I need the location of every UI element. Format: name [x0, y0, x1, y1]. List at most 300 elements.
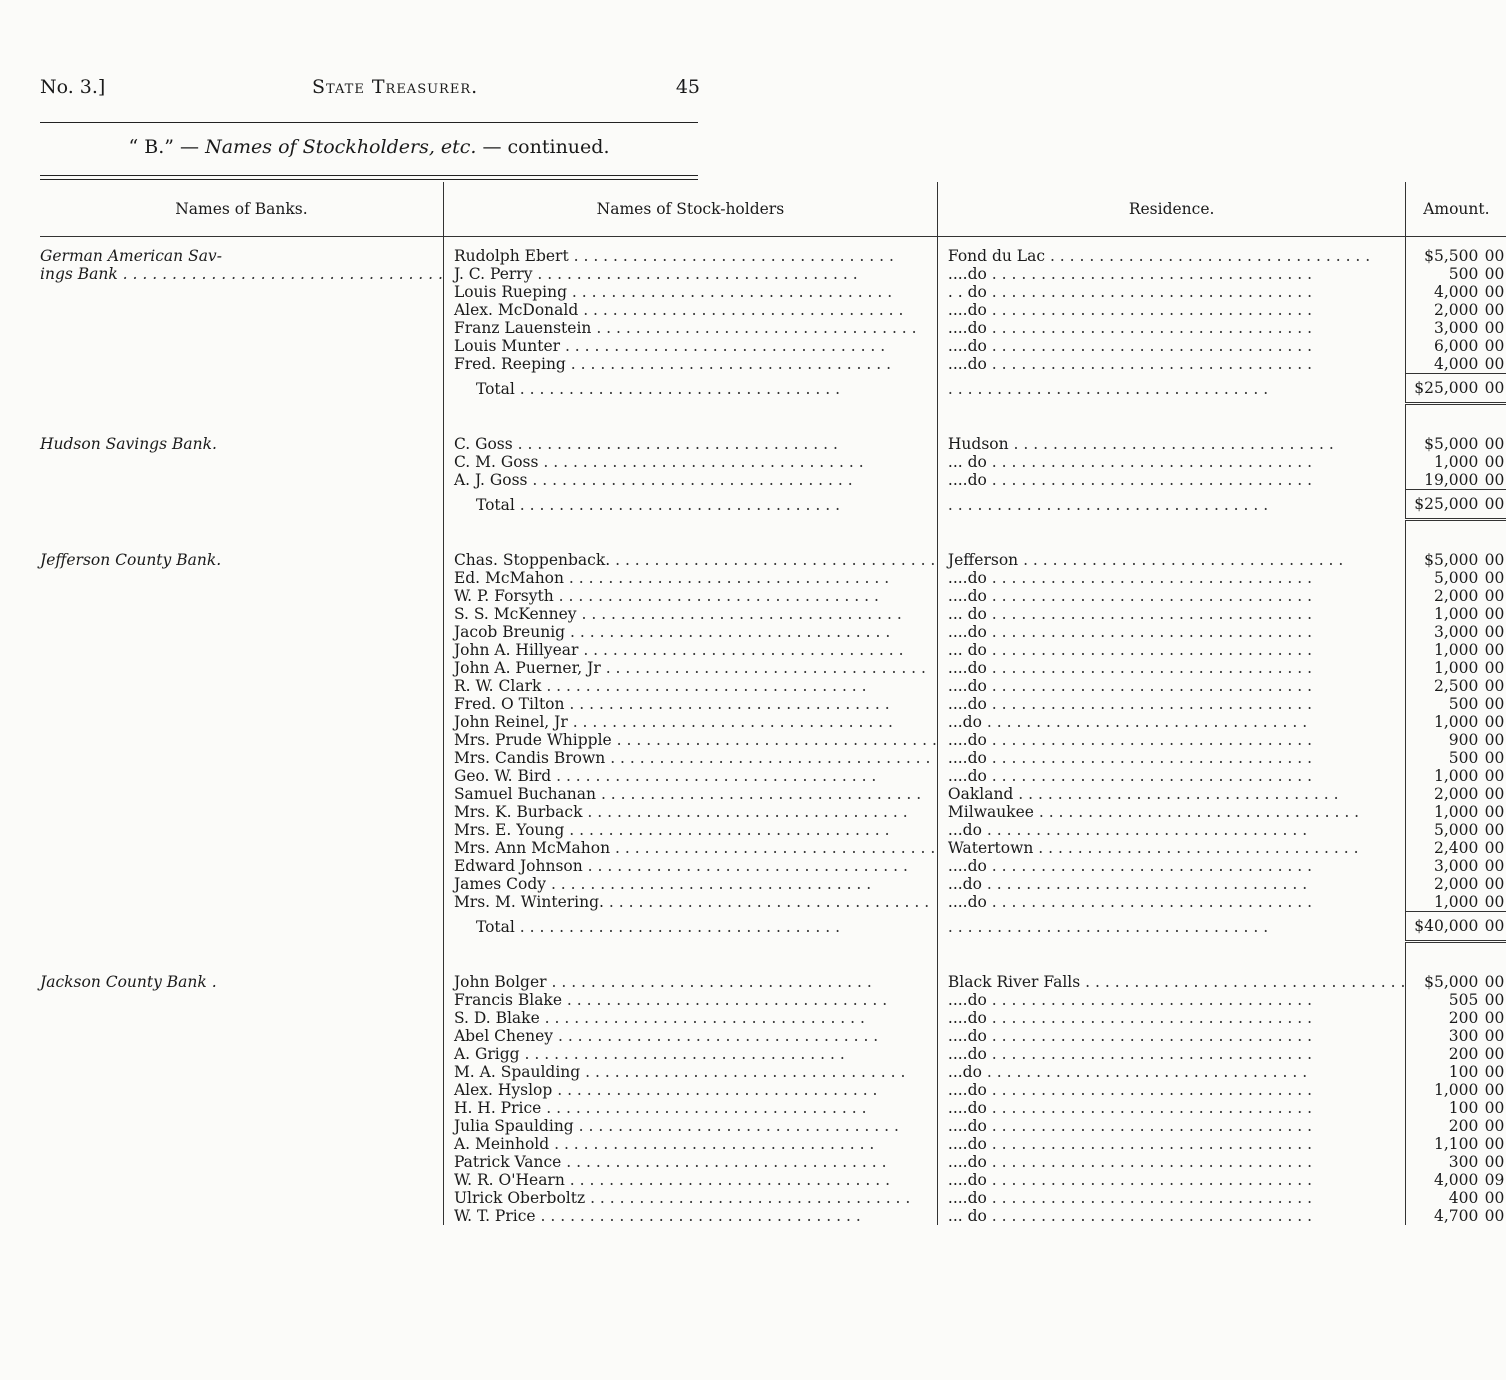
residence-text: ....do: [947, 659, 987, 677]
bank-name: [40, 973, 443, 991]
amount-cell: [1406, 551, 1506, 569]
column-header-amount: Amount.: [1406, 182, 1506, 237]
residence-text: ....do: [947, 1189, 987, 1207]
residence-text: Milwaukee: [947, 803, 1034, 821]
amount-dollars: 2,000: [1434, 301, 1479, 319]
residence: [937, 247, 1405, 265]
bank-name: [40, 749, 443, 767]
total-spacer: [40, 374, 443, 404]
spacer-cell: [1406, 237, 1506, 248]
amount-cell: [1406, 587, 1506, 605]
amount-cents: 00: [1484, 677, 1505, 695]
amount-cents: 00: [1484, 1009, 1505, 1027]
residence-text: ....do: [947, 1045, 987, 1063]
spacer-cell: [937, 942, 1405, 974]
table-row: [40, 1171, 1506, 1189]
stockholder-name-text: Julia Spaulding: [453, 1117, 574, 1135]
residence: [937, 875, 1405, 893]
amount-dollars: 100: [1448, 1099, 1479, 1117]
amount-cents: 00: [1484, 875, 1505, 893]
amount-cell: [1406, 1009, 1506, 1027]
stockholder-name: [443, 265, 937, 283]
bank-name: [40, 265, 443, 283]
bank-name: [40, 605, 443, 623]
residence-text: ....do: [947, 677, 987, 695]
page-header: [40, 76, 700, 102]
stockholder-name: [443, 785, 937, 803]
residence-text: ....do: [947, 749, 987, 767]
stockholder-name-text: Patrick Vance: [453, 1153, 562, 1171]
amount-cents: 00: [1484, 731, 1505, 749]
amount-dollars: $40,000: [1414, 917, 1479, 935]
stockholder-name: [443, 435, 937, 453]
residence: [937, 677, 1405, 695]
bank-name-text: German American Sav-: [40, 247, 222, 265]
residence: [937, 453, 1405, 471]
stockholder-name-text: Ed. McMahon: [453, 569, 564, 587]
stockholder-name-text: Mrs. Prude Whipple: [453, 731, 612, 749]
column-header-banks: Names of Banks.: [40, 182, 443, 237]
residence-text: Watertown: [947, 839, 1034, 857]
amount-cell: [1406, 749, 1506, 767]
amount-dollars: $25,000: [1414, 495, 1479, 513]
residence: [937, 1027, 1405, 1045]
bank-name: [40, 1135, 443, 1153]
amount-dollars: 1,000: [1434, 803, 1479, 821]
stockholder-name-text: John Reinel, Jr: [453, 713, 568, 731]
bank-name: [40, 587, 443, 605]
table-row: [40, 1117, 1506, 1135]
amount-dollars: 19,000: [1424, 471, 1479, 489]
residence-text: ... do: [947, 453, 987, 471]
amount-cell: [1406, 283, 1506, 301]
amount-cents: 00: [1484, 247, 1505, 265]
bank-name: [40, 551, 443, 569]
amount-cell: [1406, 1207, 1506, 1225]
amount-dollars: 200: [1448, 1045, 1479, 1063]
amount-cell: [1406, 713, 1506, 731]
amount-cents: 00: [1484, 659, 1505, 677]
stockholder-name-text: M. A. Spaulding: [453, 1063, 581, 1081]
bank-name: [40, 731, 443, 749]
table-row: [40, 875, 1506, 893]
table-row: [40, 623, 1506, 641]
amount-cell: [1406, 319, 1506, 337]
amount-cell: [1406, 355, 1506, 374]
stockholder-name: [443, 695, 937, 713]
bank-name: [40, 623, 443, 641]
stockholder-name: [443, 1009, 937, 1027]
stockholder-name: [443, 767, 937, 785]
amount-cents: 00: [1484, 785, 1505, 803]
bank-name: [40, 355, 443, 374]
bank-name: [40, 821, 443, 839]
stockholder-name-text: W. R. O'Hearn: [453, 1171, 565, 1189]
amount-cents: 00: [1484, 283, 1505, 301]
table-row: [40, 605, 1506, 623]
amount-cell: [1406, 821, 1506, 839]
amount-cents: 00: [1484, 1189, 1505, 1207]
stockholder-name: [443, 569, 937, 587]
amount-dollars: 1,000: [1434, 767, 1479, 785]
residence: [937, 623, 1405, 641]
stockholder-name-text: Mrs. Ann McMahon: [453, 839, 611, 857]
bank-name-text: ings Bank: [40, 265, 118, 283]
spacer-cell: [937, 520, 1405, 552]
total-label-text: Total: [475, 495, 515, 514]
bank-name: [40, 1207, 443, 1225]
amount-dollars: 2,000: [1434, 587, 1479, 605]
amount-cell: [1406, 893, 1506, 912]
residence-text: ....do: [947, 1117, 987, 1135]
residence: [937, 767, 1405, 785]
table-row: [40, 973, 1506, 991]
table-row: [40, 857, 1506, 875]
table-row: [40, 641, 1506, 659]
stockholder-name-text: A. J. Goss: [453, 471, 528, 490]
stockholder-name: [443, 1063, 937, 1081]
residence-text: ...do: [947, 821, 982, 839]
residence-text: ....do: [947, 1099, 987, 1117]
residence: [937, 1171, 1405, 1189]
stockholder-name: [443, 973, 937, 991]
table-row: [40, 821, 1506, 839]
bank-name: [40, 767, 443, 785]
amount-dollars: 1,000: [1434, 453, 1479, 471]
column-header-stockholders: Names of Stock-holders: [443, 182, 937, 237]
amount-cell: [1406, 1045, 1506, 1063]
bank-name: [40, 337, 443, 355]
bank-name: [40, 839, 443, 857]
amount-cell: [1406, 301, 1506, 319]
stockholder-name-text: R. W. Clark: [453, 677, 542, 695]
stockholder-name-text: Franz Lauenstein: [453, 319, 592, 337]
amount-cents: 00: [1484, 1063, 1505, 1081]
stockholders-table: [40, 182, 1506, 1225]
residence-text: ....do: [947, 623, 987, 641]
total-label-text: Total: [475, 379, 515, 398]
amount-cents: 00: [1484, 471, 1505, 489]
stockholder-name-text: Jacob Breunig: [453, 623, 566, 641]
amount-dollars: 200: [1448, 1009, 1479, 1027]
residence: [937, 1009, 1405, 1027]
amount-dollars: 5,000: [1434, 569, 1479, 587]
residence-text: ....do: [947, 1081, 987, 1099]
residence: [937, 569, 1405, 587]
table-row: [40, 677, 1506, 695]
amount-dollars: $25,000: [1414, 379, 1479, 397]
stockholder-name-text: A. Meinhold: [453, 1135, 550, 1153]
amount-dollars: 400: [1448, 1189, 1479, 1207]
amount-cents: 00: [1484, 803, 1505, 821]
total-label: [443, 374, 937, 404]
amount-dollars: 2,000: [1434, 875, 1479, 893]
table-row: [40, 587, 1506, 605]
bank-name: [40, 875, 443, 893]
residence: [937, 435, 1405, 453]
amount-dollars: 1,000: [1434, 1081, 1479, 1099]
amount-cell: [1406, 1135, 1506, 1153]
amount-cents: 00: [1484, 641, 1505, 659]
total-residence-dots: [937, 374, 1405, 404]
residence-text: ....do: [947, 857, 987, 875]
amount-cell: [1406, 839, 1506, 857]
bank-name: [40, 569, 443, 587]
stockholder-name: [443, 641, 937, 659]
table-row: [40, 1153, 1506, 1171]
amount-cents: 00: [1484, 893, 1505, 911]
residence: [937, 1117, 1405, 1135]
amount-cents: 00: [1484, 587, 1505, 605]
amount-dollars: 1,100: [1434, 1135, 1479, 1153]
spacer-cell: [40, 237, 443, 248]
residence: [937, 471, 1405, 490]
amount-cents: 00: [1484, 337, 1505, 355]
stockholder-name: [443, 713, 937, 731]
amount-cents: 00: [1484, 379, 1505, 397]
amount-cell: [1406, 374, 1506, 404]
table-row: [40, 1189, 1506, 1207]
amount-dollars: 500: [1448, 749, 1479, 767]
residence: [937, 973, 1405, 991]
residence-text: Jefferson: [947, 551, 1019, 569]
amount-dollars: 900: [1448, 731, 1479, 749]
stockholder-name-text: Mrs. Candis Brown: [453, 749, 606, 767]
bank-name: [40, 1117, 443, 1135]
stockholder-name: [443, 587, 937, 605]
residence: [937, 605, 1405, 623]
residence: [937, 301, 1405, 319]
amount-dollars: 505: [1448, 991, 1479, 1009]
stockholder-name: [443, 247, 937, 265]
stockholder-name: [443, 839, 937, 857]
table-row: [40, 1063, 1506, 1081]
amount-dollars: 4,000: [1434, 283, 1479, 301]
spacer-cell: [1406, 404, 1506, 436]
amount-cents: 00: [1484, 569, 1505, 587]
residence: [937, 587, 1405, 605]
amount-cell: [1406, 659, 1506, 677]
stockholder-name-text: Abel Cheney: [453, 1027, 554, 1045]
amount-cents: 00: [1484, 319, 1505, 337]
amount-dollars: 1,000: [1434, 641, 1479, 659]
residence: [937, 1153, 1405, 1171]
amount-dollars: 2,500: [1434, 677, 1479, 695]
amount-dollars: $5,000: [1424, 551, 1479, 569]
stockholder-name: [443, 857, 937, 875]
stockholder-name: [443, 319, 937, 337]
amount-cell: [1406, 247, 1506, 265]
caption-title: Names of Stockholders, etc.: [205, 136, 477, 158]
residence: [937, 1207, 1405, 1225]
bank-name: [40, 435, 443, 453]
amount-cents: 00: [1484, 821, 1505, 839]
stockholder-name: [443, 1045, 937, 1063]
stockholder-name-text: Rudolph Ebert: [453, 247, 569, 265]
amount-cents: 00: [1484, 1045, 1505, 1063]
stockholder-name: [443, 677, 937, 695]
table-row: [40, 1081, 1506, 1099]
amount-dollars: 4,000: [1434, 355, 1479, 373]
amount-cell: [1406, 471, 1506, 490]
stockholder-name-text: John Bolger: [453, 973, 547, 991]
total-row: [40, 374, 1506, 404]
table-row: [40, 319, 1506, 337]
residence-text: ....do: [947, 1027, 987, 1045]
bank-name: [40, 893, 443, 912]
bank-name: [40, 1045, 443, 1063]
column-header-residence: Residence.: [937, 182, 1405, 237]
bank-name: [40, 713, 443, 731]
table-row: [40, 435, 1506, 453]
amount-cell: [1406, 569, 1506, 587]
stockholder-name-text: H. H. Price: [453, 1099, 542, 1117]
amount-cell: [1406, 857, 1506, 875]
amount-cell: [1406, 1171, 1506, 1189]
residence-text: ....do: [947, 1009, 987, 1027]
residence-text: Fond du Lac: [947, 247, 1046, 265]
stockholder-name: [443, 623, 937, 641]
table-row: [40, 551, 1506, 569]
stockholder-name-text: Samuel Buchanan: [453, 785, 597, 803]
total-residence-dots: [937, 912, 1405, 942]
total-spacer: [40, 912, 443, 942]
residence: [937, 265, 1405, 283]
amount-cents: 00: [1484, 495, 1505, 513]
amount-cell: [1406, 641, 1506, 659]
amount-dollars: 100: [1448, 1063, 1479, 1081]
amount-cents: 00: [1484, 839, 1505, 857]
amount-dollars: 6,000: [1434, 337, 1479, 355]
spacer-cell: [937, 404, 1405, 436]
residence: [937, 713, 1405, 731]
amount-cell: [1406, 337, 1506, 355]
spacer-cell: [40, 942, 443, 974]
stockholder-name-text: Mrs. K. Burback: [453, 803, 583, 821]
bank-name: [40, 785, 443, 803]
stockholder-name: [443, 551, 937, 569]
spacer-cell: [443, 520, 937, 552]
stockholder-name: [443, 991, 937, 1009]
amount-cell: [1406, 1063, 1506, 1081]
residence: [937, 283, 1405, 301]
amount-cents: 00: [1484, 749, 1505, 767]
stockholder-name-text: C. Goss: [453, 435, 513, 453]
amount-cell: [1406, 677, 1506, 695]
amount-cell: [1406, 265, 1506, 283]
table-row: [40, 301, 1506, 319]
stockholder-name-text: Geo. W. Bird: [453, 767, 552, 785]
stockholder-name-text: Alex. McDonald: [453, 301, 579, 319]
amount-cell: [1406, 695, 1506, 713]
residence: [937, 857, 1405, 875]
table-row: [40, 1207, 1506, 1225]
table-row: [40, 1135, 1506, 1153]
stockholder-name: [443, 1171, 937, 1189]
spacer-cell: [443, 404, 937, 436]
table-row: [40, 695, 1506, 713]
amount-cell: [1406, 453, 1506, 471]
residence-text: ....do: [947, 695, 987, 713]
amount-cell: [1406, 435, 1506, 453]
residence-text: ....do: [947, 1153, 987, 1171]
stockholder-name: [443, 1207, 937, 1225]
table-row: [40, 247, 1506, 265]
page-number: 45: [675, 76, 700, 98]
bank-name: [40, 1063, 443, 1081]
spacer-cell: [1406, 520, 1506, 552]
stockholder-name: [443, 1117, 937, 1135]
residence: [937, 355, 1405, 374]
bank-name: [40, 1189, 443, 1207]
bank-name: [40, 803, 443, 821]
residence-text: ....do: [947, 767, 987, 785]
amount-dollars: 1,000: [1434, 605, 1479, 623]
residence: [937, 1189, 1405, 1207]
total-label-text: Total: [475, 917, 515, 936]
amount-cell: [1406, 605, 1506, 623]
residence-text: ....do: [947, 265, 987, 283]
amount-dollars: $5,500: [1424, 247, 1479, 265]
bank-name: [40, 247, 443, 265]
residence: [937, 1099, 1405, 1117]
stockholder-name-text: C. M. Goss: [453, 453, 539, 471]
total-label: [443, 912, 937, 942]
stockholder-name: [443, 875, 937, 893]
amount-cell: [1406, 1099, 1506, 1117]
amount-cents: 00: [1484, 435, 1505, 453]
residence: [937, 695, 1405, 713]
total-row: [40, 912, 1506, 942]
stockholder-name-text: Edward Johnson: [453, 857, 583, 875]
residence: [937, 337, 1405, 355]
table-row: [40, 991, 1506, 1009]
spacer-row: [40, 942, 1506, 974]
table-header-row: [40, 182, 1506, 237]
table-row: [40, 785, 1506, 803]
amount-cents: 09: [1484, 1171, 1505, 1189]
residence: [937, 991, 1405, 1009]
table-row: [40, 471, 1506, 490]
residence-text: ....do: [947, 587, 987, 605]
table-row: [40, 767, 1506, 785]
spacer-row: [40, 404, 1506, 436]
table-row: [40, 1045, 1506, 1063]
amount-cell: [1406, 731, 1506, 749]
amount-dollars: 200: [1448, 1117, 1479, 1135]
residence: [937, 749, 1405, 767]
amount-cell: [1406, 912, 1506, 942]
residence-text: ... do: [947, 641, 987, 659]
spacer-cell: [443, 237, 937, 248]
table-row: [40, 749, 1506, 767]
residence-text: ...do: [947, 875, 982, 893]
spacer-cell: [40, 520, 443, 552]
amount-cents: 00: [1484, 991, 1505, 1009]
bank-name-text: Jefferson County Bank.: [40, 551, 222, 569]
bank-name: [40, 453, 443, 471]
stockholder-name: [443, 1135, 937, 1153]
amount-cell: [1406, 1117, 1506, 1135]
stockholder-name-text: Alex. Hyslop: [453, 1081, 553, 1099]
residence: [937, 319, 1405, 337]
stockholder-name-text: A. Grigg: [453, 1045, 520, 1063]
amount-dollars: $5,000: [1424, 435, 1479, 453]
amount-cell: [1406, 1189, 1506, 1207]
residence-text: ....do: [947, 731, 987, 749]
bank-name: [40, 659, 443, 677]
stockholder-name: [443, 471, 937, 490]
